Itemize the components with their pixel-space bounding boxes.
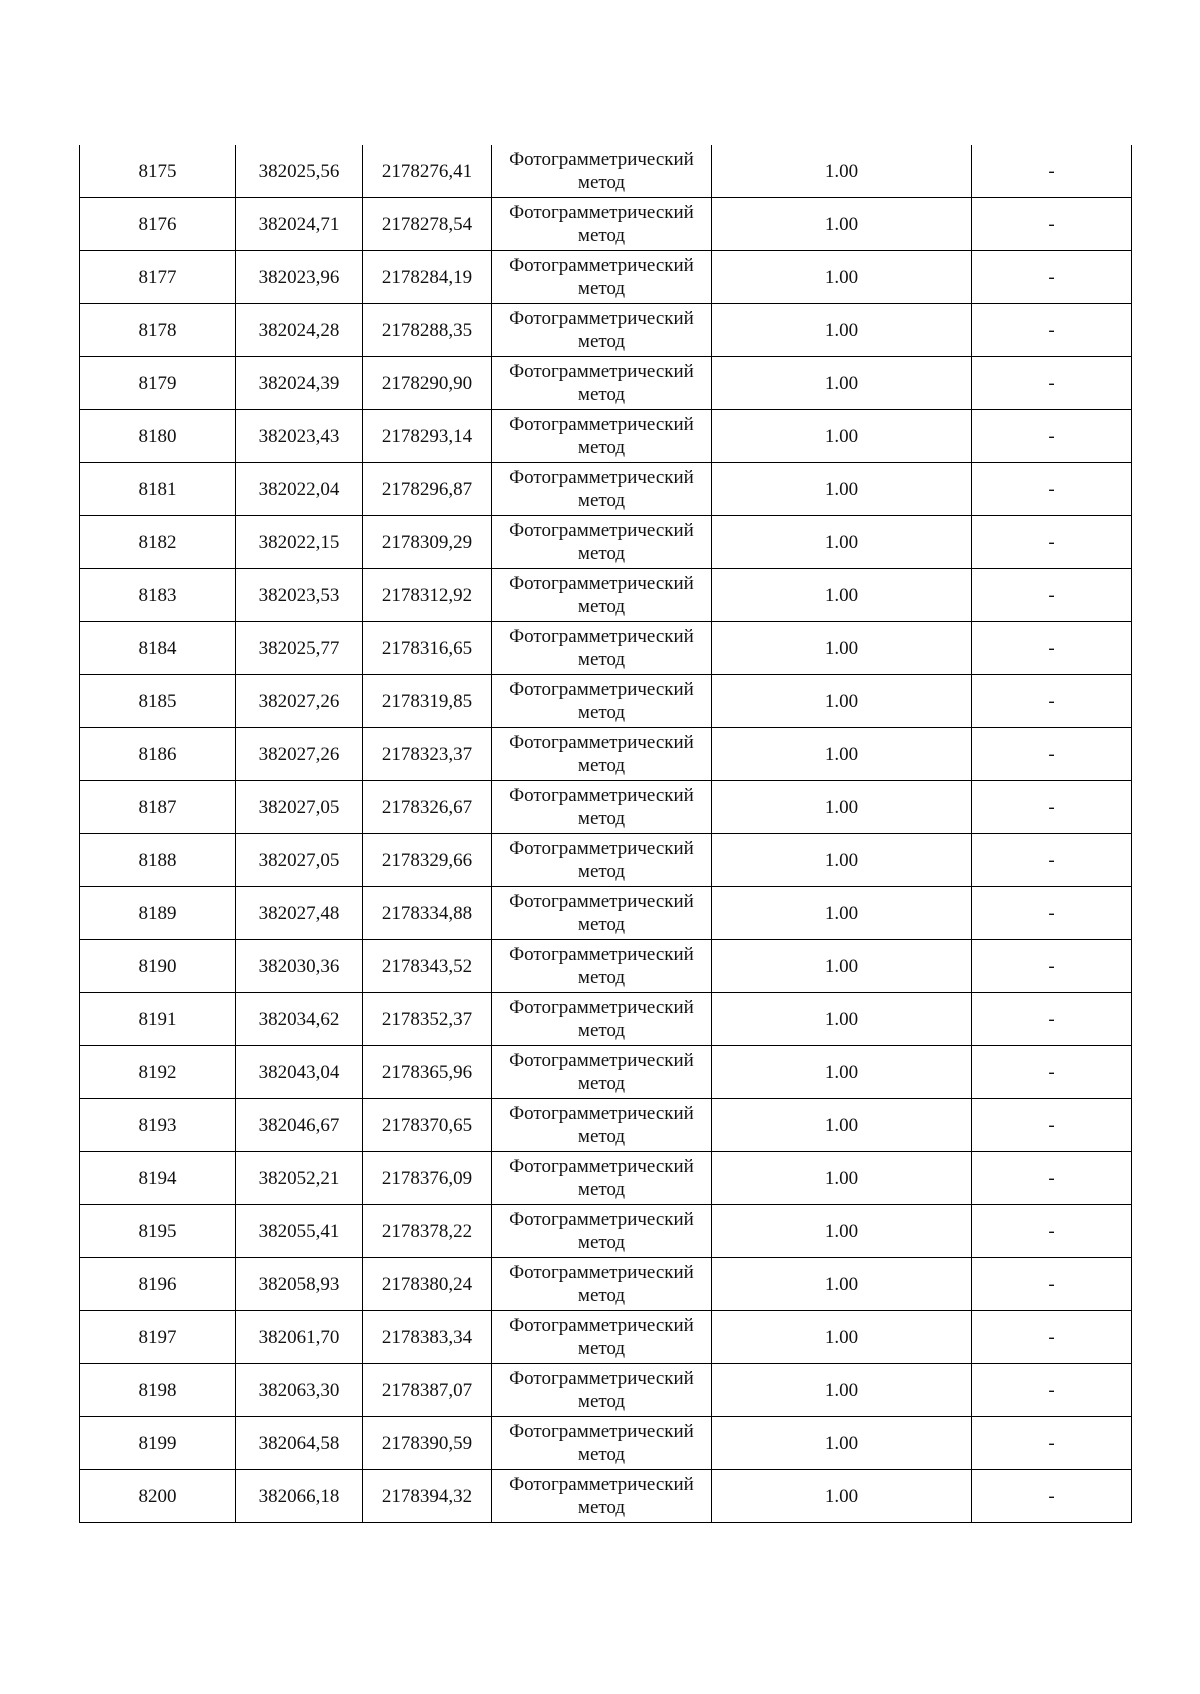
x-coordinate-cell: 382027,05	[236, 781, 363, 834]
note-cell: -	[972, 1099, 1132, 1152]
accuracy-cell: 1.00	[712, 1311, 972, 1364]
method-line2: метод	[577, 649, 626, 670]
note-cell: -	[972, 993, 1132, 1046]
method-cell	[492, 728, 712, 781]
point-number-cell: 8198	[80, 1364, 236, 1417]
method-line1: Фотограмметрический	[509, 1209, 694, 1230]
note-cell: -	[972, 940, 1132, 993]
method-line2: метод	[577, 225, 626, 246]
point-number-cell: 8176	[80, 198, 236, 251]
accuracy-cell: 1.00	[712, 357, 972, 410]
method-line2: метод	[577, 1444, 626, 1465]
method-cell	[492, 1311, 712, 1364]
x-coordinate-cell: 382027,26	[236, 675, 363, 728]
method-line2: метод	[577, 172, 626, 193]
method-line1: Фотограмметрический	[509, 732, 694, 753]
x-coordinate-cell: 382061,70	[236, 1311, 363, 1364]
method-cell	[492, 622, 712, 675]
point-number-cell: 8177	[80, 251, 236, 304]
method-cell	[492, 516, 712, 569]
method-line2: метод	[577, 861, 626, 882]
accuracy-cell: 1.00	[712, 1470, 972, 1523]
accuracy-cell: 1.00	[712, 1099, 972, 1152]
point-number-cell: 8187	[80, 781, 236, 834]
accuracy-cell: 1.00	[712, 675, 972, 728]
x-coordinate-cell: 382052,21	[236, 1152, 363, 1205]
note-cell: -	[972, 1364, 1132, 1417]
note-cell: -	[972, 887, 1132, 940]
method-line1: Фотограмметрический	[509, 202, 694, 223]
method-cell	[492, 410, 712, 463]
point-number-cell: 8178	[80, 304, 236, 357]
point-number-cell: 8181	[80, 463, 236, 516]
y-coordinate-cell: 2178352,37	[363, 993, 492, 1046]
x-coordinate-cell: 382058,93	[236, 1258, 363, 1311]
method-line1: Фотограмметрический	[509, 1421, 694, 1442]
method-line2: метод	[577, 331, 626, 352]
method-cell	[492, 1046, 712, 1099]
method-line1: Фотограмметрический	[509, 1474, 694, 1495]
x-coordinate-cell: 382022,15	[236, 516, 363, 569]
note-cell: -	[972, 410, 1132, 463]
method-cell	[492, 993, 712, 1046]
x-coordinate-cell: 382022,04	[236, 463, 363, 516]
note-cell: -	[972, 728, 1132, 781]
method-line2: метод	[577, 1179, 626, 1200]
note-cell: -	[972, 1205, 1132, 1258]
table-row	[80, 516, 1132, 569]
table-row	[80, 993, 1132, 1046]
y-coordinate-cell: 2178376,09	[363, 1152, 492, 1205]
note-cell: -	[972, 622, 1132, 675]
method-cell	[492, 463, 712, 516]
x-coordinate-cell: 382066,18	[236, 1470, 363, 1523]
y-coordinate-cell: 2178284,19	[363, 251, 492, 304]
y-coordinate-cell: 2178378,22	[363, 1205, 492, 1258]
method-line2: метод	[577, 1285, 626, 1306]
y-coordinate-cell: 2178387,07	[363, 1364, 492, 1417]
y-coordinate-cell: 2178394,32	[363, 1470, 492, 1523]
accuracy-cell: 1.00	[712, 304, 972, 357]
table-row	[80, 1364, 1132, 1417]
method-line1: Фотограмметрический	[509, 1315, 694, 1336]
method-cell	[492, 1258, 712, 1311]
method-line1: Фотограмметрический	[509, 1050, 694, 1071]
x-coordinate-cell: 382046,67	[236, 1099, 363, 1152]
method-cell	[492, 1417, 712, 1470]
table-row	[80, 940, 1132, 993]
method-cell	[492, 940, 712, 993]
table-row	[80, 198, 1132, 251]
accuracy-cell: 1.00	[712, 410, 972, 463]
accuracy-cell: 1.00	[712, 622, 972, 675]
table-row	[80, 887, 1132, 940]
method-line2: метод	[577, 543, 626, 564]
method-line1: Фотограмметрический	[509, 997, 694, 1018]
method-line1: Фотограмметрический	[509, 149, 694, 170]
x-coordinate-cell: 382023,96	[236, 251, 363, 304]
method-line1: Фотограмметрический	[509, 891, 694, 912]
note-cell: -	[972, 781, 1132, 834]
y-coordinate-cell: 2178293,14	[363, 410, 492, 463]
x-coordinate-cell: 382027,48	[236, 887, 363, 940]
method-line1: Фотограмметрический	[509, 1368, 694, 1389]
method-line2: метод	[577, 384, 626, 405]
note-cell: -	[972, 1258, 1132, 1311]
method-line1: Фотограмметрический	[509, 944, 694, 965]
y-coordinate-cell: 2178370,65	[363, 1099, 492, 1152]
table-row	[80, 1205, 1132, 1258]
y-coordinate-cell: 2178390,59	[363, 1417, 492, 1470]
x-coordinate-cell: 382064,58	[236, 1417, 363, 1470]
method-cell	[492, 569, 712, 622]
point-number-cell: 8184	[80, 622, 236, 675]
accuracy-cell: 1.00	[712, 940, 972, 993]
method-cell	[492, 145, 712, 198]
note-cell: -	[972, 675, 1132, 728]
method-line2: метод	[577, 808, 626, 829]
accuracy-cell: 1.00	[712, 1417, 972, 1470]
accuracy-cell: 1.00	[712, 1046, 972, 1099]
point-number-cell: 8191	[80, 993, 236, 1046]
x-coordinate-cell: 382023,43	[236, 410, 363, 463]
accuracy-cell: 1.00	[712, 463, 972, 516]
method-cell	[492, 357, 712, 410]
table-row	[80, 834, 1132, 887]
accuracy-cell: 1.00	[712, 198, 972, 251]
accuracy-cell: 1.00	[712, 1258, 972, 1311]
method-line2: метод	[577, 1020, 626, 1041]
table-row	[80, 251, 1132, 304]
point-number-cell: 8183	[80, 569, 236, 622]
y-coordinate-cell: 2178319,85	[363, 675, 492, 728]
y-coordinate-cell: 2178290,90	[363, 357, 492, 410]
method-line2: метод	[577, 278, 626, 299]
method-line2: метод	[577, 914, 626, 935]
note-cell: -	[972, 1417, 1132, 1470]
method-line2: метод	[577, 702, 626, 723]
y-coordinate-cell: 2178323,37	[363, 728, 492, 781]
note-cell: -	[972, 145, 1132, 198]
method-cell	[492, 781, 712, 834]
accuracy-cell: 1.00	[712, 834, 972, 887]
x-coordinate-cell: 382027,05	[236, 834, 363, 887]
table-row	[80, 357, 1132, 410]
x-coordinate-cell: 382063,30	[236, 1364, 363, 1417]
y-coordinate-cell: 2178312,92	[363, 569, 492, 622]
y-coordinate-cell: 2178278,54	[363, 198, 492, 251]
accuracy-cell: 1.00	[712, 1205, 972, 1258]
y-coordinate-cell: 2178383,34	[363, 1311, 492, 1364]
table-row	[80, 304, 1132, 357]
y-coordinate-cell: 2178329,66	[363, 834, 492, 887]
method-line2: метод	[577, 1073, 626, 1094]
method-line2: метод	[577, 596, 626, 617]
y-coordinate-cell: 2178365,96	[363, 1046, 492, 1099]
accuracy-cell: 1.00	[712, 145, 972, 198]
y-coordinate-cell: 2178309,29	[363, 516, 492, 569]
note-cell: -	[972, 569, 1132, 622]
method-line2: метод	[577, 1391, 626, 1412]
table-row	[80, 1152, 1132, 1205]
point-number-cell: 8182	[80, 516, 236, 569]
y-coordinate-cell: 2178380,24	[363, 1258, 492, 1311]
y-coordinate-cell: 2178334,88	[363, 887, 492, 940]
point-number-cell: 8186	[80, 728, 236, 781]
table-row	[80, 728, 1132, 781]
method-line2: метод	[577, 490, 626, 511]
table-row	[80, 1258, 1132, 1311]
point-number-cell: 8195	[80, 1205, 236, 1258]
method-line1: Фотограмметрический	[509, 414, 694, 435]
point-number-cell: 8185	[80, 675, 236, 728]
method-cell	[492, 1099, 712, 1152]
table-row	[80, 675, 1132, 728]
x-coordinate-cell: 382023,53	[236, 569, 363, 622]
point-number-cell: 8192	[80, 1046, 236, 1099]
accuracy-cell: 1.00	[712, 516, 972, 569]
y-coordinate-cell: 2178296,87	[363, 463, 492, 516]
note-cell: -	[972, 304, 1132, 357]
method-cell	[492, 1152, 712, 1205]
note-cell: -	[972, 1311, 1132, 1364]
x-coordinate-cell: 382024,71	[236, 198, 363, 251]
point-number-cell: 8199	[80, 1417, 236, 1470]
method-line1: Фотограмметрический	[509, 626, 694, 647]
table-row	[80, 1470, 1132, 1523]
x-coordinate-cell: 382025,56	[236, 145, 363, 198]
method-cell	[492, 251, 712, 304]
point-number-cell: 8193	[80, 1099, 236, 1152]
method-line2: метод	[577, 1338, 626, 1359]
method-line1: Фотограмметрический	[509, 361, 694, 382]
note-cell: -	[972, 357, 1132, 410]
method-line1: Фотограмметрический	[509, 573, 694, 594]
method-line2: метод	[577, 755, 626, 776]
table-row	[80, 1046, 1132, 1099]
table-row	[80, 1417, 1132, 1470]
accuracy-cell: 1.00	[712, 728, 972, 781]
method-line2: метод	[577, 1232, 626, 1253]
method-cell	[492, 304, 712, 357]
x-coordinate-cell: 382027,26	[236, 728, 363, 781]
coordinates-table-body	[80, 145, 1132, 1523]
y-coordinate-cell: 2178326,67	[363, 781, 492, 834]
method-line1: Фотограмметрический	[509, 255, 694, 276]
accuracy-cell: 1.00	[712, 1152, 972, 1205]
y-coordinate-cell: 2178316,65	[363, 622, 492, 675]
point-number-cell: 8190	[80, 940, 236, 993]
coordinates-table	[79, 145, 1132, 1523]
method-cell	[492, 1470, 712, 1523]
note-cell: -	[972, 251, 1132, 304]
note-cell: -	[972, 1152, 1132, 1205]
x-coordinate-cell: 382024,39	[236, 357, 363, 410]
x-coordinate-cell: 382030,36	[236, 940, 363, 993]
x-coordinate-cell: 382034,62	[236, 993, 363, 1046]
point-number-cell: 8196	[80, 1258, 236, 1311]
note-cell: -	[972, 834, 1132, 887]
method-cell	[492, 1205, 712, 1258]
method-line2: метод	[577, 437, 626, 458]
y-coordinate-cell: 2178288,35	[363, 304, 492, 357]
method-line1: Фотограмметрический	[509, 520, 694, 541]
method-line1: Фотограмметрический	[509, 467, 694, 488]
method-line1: Фотограмметрический	[509, 679, 694, 700]
point-number-cell: 8188	[80, 834, 236, 887]
table-row	[80, 569, 1132, 622]
method-line1: Фотограмметрический	[509, 1156, 694, 1177]
note-cell: -	[972, 516, 1132, 569]
table-row	[80, 781, 1132, 834]
accuracy-cell: 1.00	[712, 993, 972, 1046]
method-cell	[492, 887, 712, 940]
accuracy-cell: 1.00	[712, 569, 972, 622]
method-line2: метод	[577, 967, 626, 988]
table-row	[80, 1311, 1132, 1364]
x-coordinate-cell: 382024,28	[236, 304, 363, 357]
point-number-cell: 8194	[80, 1152, 236, 1205]
note-cell: -	[972, 1470, 1132, 1523]
note-cell: -	[972, 198, 1132, 251]
table-row	[80, 145, 1132, 198]
method-cell	[492, 834, 712, 887]
method-line1: Фотограмметрический	[509, 1103, 694, 1124]
method-line2: метод	[577, 1126, 626, 1147]
method-line1: Фотограмметрический	[509, 1262, 694, 1283]
table-row	[80, 410, 1132, 463]
table-row	[80, 463, 1132, 516]
note-cell: -	[972, 463, 1132, 516]
accuracy-cell: 1.00	[712, 781, 972, 834]
point-number-cell: 8189	[80, 887, 236, 940]
point-number-cell: 8179	[80, 357, 236, 410]
note-cell: -	[972, 1046, 1132, 1099]
x-coordinate-cell: 382025,77	[236, 622, 363, 675]
table-row	[80, 1099, 1132, 1152]
point-number-cell: 8180	[80, 410, 236, 463]
method-line1: Фотограмметрический	[509, 308, 694, 329]
x-coordinate-cell: 382055,41	[236, 1205, 363, 1258]
method-cell	[492, 198, 712, 251]
method-cell	[492, 1364, 712, 1417]
point-number-cell: 8175	[80, 145, 236, 198]
method-line2: метод	[577, 1497, 626, 1518]
y-coordinate-cell: 2178343,52	[363, 940, 492, 993]
accuracy-cell: 1.00	[712, 251, 972, 304]
method-line1: Фотограмметрический	[509, 785, 694, 806]
point-number-cell: 8200	[80, 1470, 236, 1523]
method-cell	[492, 675, 712, 728]
accuracy-cell: 1.00	[712, 887, 972, 940]
accuracy-cell: 1.00	[712, 1364, 972, 1417]
x-coordinate-cell: 382043,04	[236, 1046, 363, 1099]
method-line1: Фотограмметрический	[509, 838, 694, 859]
point-number-cell: 8197	[80, 1311, 236, 1364]
y-coordinate-cell: 2178276,41	[363, 145, 492, 198]
table-row	[80, 622, 1132, 675]
